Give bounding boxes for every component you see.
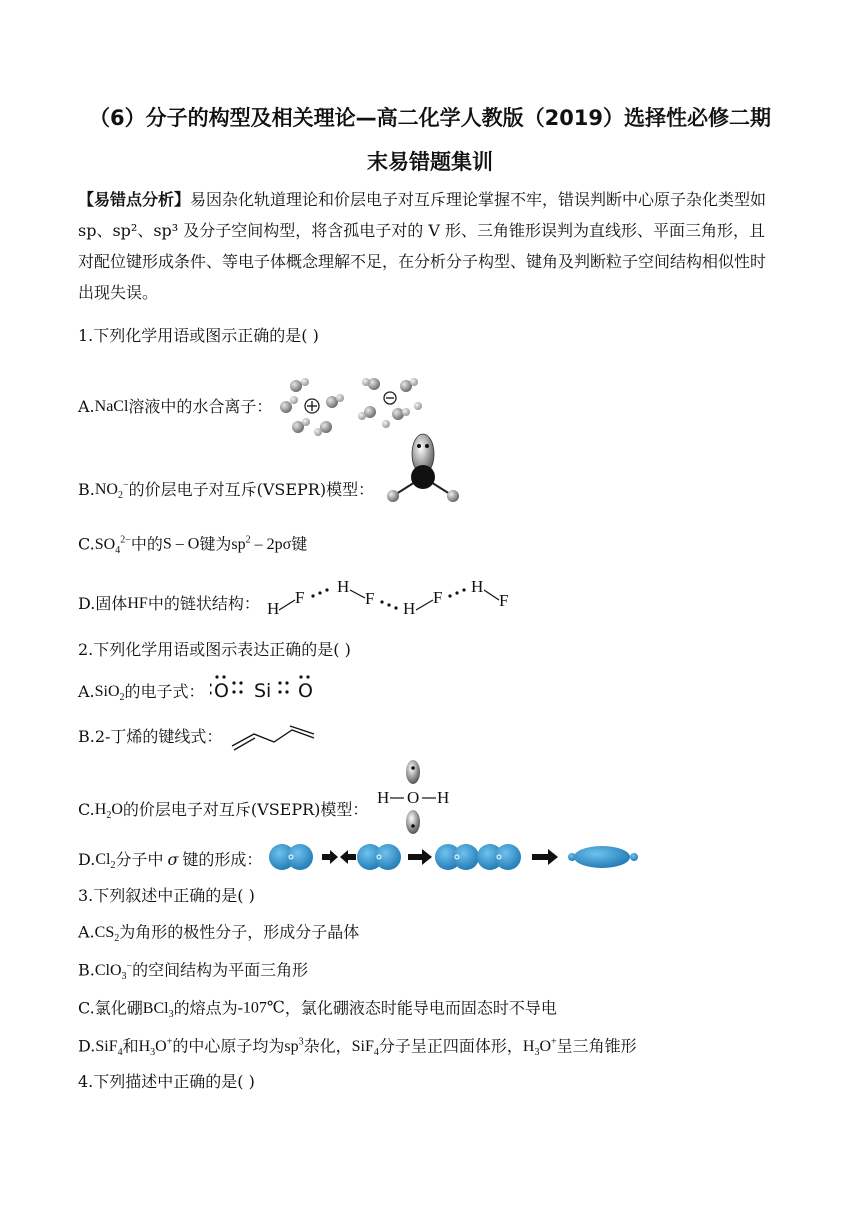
q3-option-d: D.SiF$_4$和$H_3O^+$的中心原子均为$sp^3$杂化，SiF$_4$分子呈正四面体形，$H_3O^+$呈三角锥形 bbox=[78, 1036, 637, 1058]
svg-text:O: O bbox=[297, 680, 313, 702]
sigma-bond-formation-diagram bbox=[268, 840, 644, 874]
cl-atom-orbital-1 bbox=[269, 844, 313, 870]
skeletal-formula-butene bbox=[228, 722, 318, 752]
svg-text:F: F bbox=[294, 588, 305, 607]
formula-h3o-plus-2: $H_3O^+$ bbox=[522, 1036, 557, 1058]
q2-option-d: $D.Cl_2$分子中 σ 键的形成： bbox=[78, 846, 644, 874]
formula-h3o-plus: $H_3O^+$ bbox=[138, 1036, 173, 1058]
svg-text:H: H bbox=[336, 577, 350, 596]
svg-text:H: H bbox=[266, 599, 280, 618]
hf-chain-structure bbox=[265, 576, 515, 620]
svg-text:O: O bbox=[213, 680, 229, 702]
formula-so4: $SO_4^{2-}$ bbox=[94, 534, 131, 556]
question-2-stem: 2.下列化学用语或图示表达正确的是( ) bbox=[78, 640, 351, 659]
q2-option-a: A.SiO$_2$的电子式： O Si O bbox=[78, 678, 320, 706]
analysis-label: 【易错点分析】 bbox=[78, 190, 191, 209]
analysis-text: 易因杂化轨道理论和价层电子对互斥理论掌握不牢，错误判断中心原子杂化类型如 sp、sp²、sp³ 及分子空间构型，将含孤电子对的 V 形、三角锥形误判为直线形、平面三角形，且对配位键形成条件、等电子体概念理解不足，在分析分子构型、键角及判断粒子空间结构相似性时出现失误。 bbox=[78, 190, 767, 302]
svg-text:F: F bbox=[498, 591, 509, 610]
formula-cl2: $Cl_2$ bbox=[95, 851, 116, 872]
formula-sif4: SiF$_4$ bbox=[95, 1037, 123, 1058]
overlapping-orbitals bbox=[435, 844, 521, 870]
question-4-stem: 4.下列描述中正确的是( ) bbox=[78, 1072, 255, 1091]
q3-option-a: $A.CS_2$为角形的极性分子，形成分子晶体 bbox=[78, 922, 360, 944]
electron-formula-sio2 bbox=[210, 670, 320, 706]
formula-bcl3: BCl$_3$ bbox=[142, 999, 174, 1020]
cl-atom-orbital-2 bbox=[357, 844, 401, 870]
formula-no2-minus: $NO_2^-$ bbox=[94, 479, 129, 502]
q3-option-b: B.ClO$_3$−的空间结构为平面三角形 bbox=[78, 960, 309, 982]
bond-type: $sp^2 - 2p\sigma$ bbox=[231, 534, 292, 553]
formula-cs2: $CS_2$ bbox=[94, 923, 120, 944]
q1-option-d: D.固体HF中的链状结构： H F H F H F H F bbox=[78, 588, 515, 620]
sodium-ion-cluster bbox=[280, 378, 344, 436]
error-analysis bbox=[78, 184, 778, 308]
sigma-bond-orbital bbox=[568, 846, 638, 868]
question-3-stem: 3.下列叙述中正确的是( ) bbox=[78, 886, 255, 905]
chloride-ion-cluster bbox=[358, 378, 422, 428]
svg-text:F: F bbox=[432, 588, 443, 607]
water-vsepr-icon bbox=[373, 758, 453, 836]
vsepr-model-icon bbox=[379, 430, 469, 510]
q2-option-c: $C.H_2O$的价层电子对互斥(VSEPR)模型： H O H bbox=[78, 784, 453, 836]
q1-option-c: $C.SO_4^{2-}$中的S – O键为$sp^2 - 2p\sigma$键 bbox=[78, 534, 308, 556]
svg-text:O: O bbox=[407, 788, 420, 807]
hybridization-sp3: $sp^3$ bbox=[284, 1036, 304, 1055]
q2-option-b: B.2-丁烯的键线式： bbox=[78, 722, 318, 752]
q1-option-a: A.NaCl溶液中的水合离子： bbox=[78, 372, 428, 442]
q1-option-b: $B.NO_2^-$的价层电子对互斥(VSEPR)模型： bbox=[78, 470, 469, 510]
page-title: （6）分子的构型及相关理论—高二化学人教版（2019）选择性必修二期 bbox=[88, 106, 772, 130]
svg-text:H: H bbox=[377, 788, 390, 807]
svg-text:F: F bbox=[364, 589, 375, 608]
question-1-stem: 1.下列化学用语或图示正确的是( ) bbox=[78, 326, 319, 345]
page-title-line2: 末易错题集训 bbox=[367, 150, 493, 174]
svg-text:H: H bbox=[470, 577, 484, 596]
formula-sio2: SiO$_2$ bbox=[94, 683, 125, 704]
formula-sif4-2: SiF$_4$ bbox=[351, 1037, 379, 1058]
svg-text:H: H bbox=[437, 788, 450, 807]
formula-h2o: $H_2O$ bbox=[94, 801, 123, 822]
q3-option-c: C.氯化硼BCl$_3$的熔点为-107℃，氯化硼液态时能导电而固态时不导电 bbox=[78, 998, 557, 1020]
svg-text:H: H bbox=[402, 599, 416, 618]
svg-text:Si: Si bbox=[253, 680, 271, 702]
formula-clo3: ClO$_3$− bbox=[94, 960, 133, 982]
